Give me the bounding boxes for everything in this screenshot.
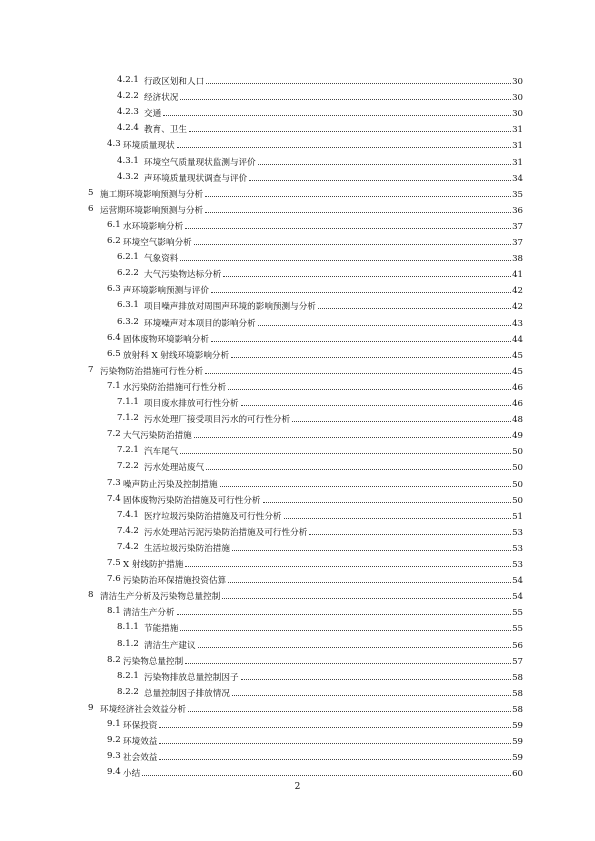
toc-entry-title: 环境空气质量现状监测与评价 bbox=[144, 157, 256, 168]
toc-entry-number: 9.2 bbox=[107, 735, 121, 746]
toc-entry-title: 小结 bbox=[123, 769, 141, 780]
toc-entry[interactable] bbox=[0, 346, 595, 362]
toc-entry-page: 43 bbox=[512, 318, 523, 329]
toc-entry[interactable] bbox=[0, 684, 595, 700]
toc-entry-number: 9.3 bbox=[107, 751, 121, 762]
toc-entry-title: 环境空气影响分析 bbox=[123, 238, 192, 248]
dot-leader bbox=[180, 619, 511, 631]
toc-entry[interactable] bbox=[0, 233, 595, 249]
dot-leader bbox=[185, 217, 511, 229]
toc-entry-number: 9.4 bbox=[107, 767, 121, 778]
toc-entry-number: 9 bbox=[88, 702, 94, 713]
dot-leader bbox=[142, 764, 511, 776]
toc-entry-title: 清洁生产分析 bbox=[123, 608, 175, 619]
toc-entry-page: 55 bbox=[512, 624, 523, 635]
toc-entry[interactable] bbox=[0, 297, 595, 313]
toc-entry[interactable] bbox=[0, 185, 595, 201]
toc-entry-page: 53 bbox=[512, 560, 523, 570]
toc-entry-title: 行政区划和人口 bbox=[144, 77, 205, 87]
toc-entry-page: 41 bbox=[512, 270, 523, 281]
toc-entry-page: 31 bbox=[512, 157, 523, 168]
toc-entry-number: 4.2.1 bbox=[117, 75, 139, 85]
toc-entry-title: 社会效益 bbox=[123, 753, 158, 764]
toc-entry-number: 6 bbox=[88, 203, 94, 214]
toc-entry-title: 污染物排放总量控制因子 bbox=[144, 672, 239, 683]
dot-leader bbox=[185, 652, 511, 664]
dot-leader bbox=[159, 748, 511, 760]
toc-entry[interactable] bbox=[0, 732, 595, 748]
toc-entry-page: 30 bbox=[512, 93, 523, 104]
toc-entry[interactable] bbox=[0, 265, 595, 281]
toc-entry-title: 噪声防止污染及控制措施 bbox=[123, 479, 218, 490]
toc-entry-page: 37 bbox=[512, 221, 523, 232]
dot-leader bbox=[258, 314, 511, 326]
toc-entry-page: 59 bbox=[512, 737, 523, 748]
toc-entry-number: 7.4.2 bbox=[117, 525, 139, 536]
dot-leader bbox=[185, 555, 511, 567]
toc-entry-title: 固体废物污染防治措施及可行性分析 bbox=[123, 495, 261, 506]
toc-entry-number: 7.5 bbox=[107, 558, 121, 568]
toc-entry-page: 35 bbox=[512, 189, 523, 200]
toc-entry-number: 6.3.2 bbox=[117, 316, 139, 327]
toc-entry-title: 汽车尾气 bbox=[144, 447, 179, 458]
dot-leader bbox=[205, 362, 511, 374]
toc-entry-number: 6.2.1 bbox=[117, 252, 139, 263]
dot-leader bbox=[194, 426, 511, 438]
dot-leader bbox=[189, 120, 511, 132]
toc-entry[interactable] bbox=[0, 72, 595, 88]
dot-leader bbox=[231, 346, 511, 358]
toc-entry-page: 42 bbox=[512, 302, 523, 313]
toc-entry-page: 36 bbox=[512, 205, 523, 216]
toc-entry-title: 污水处理站废气 bbox=[144, 463, 205, 474]
toc-entry[interactable] bbox=[0, 652, 595, 668]
toc-entry[interactable] bbox=[0, 603, 595, 619]
toc-entry-title: 教育、卫生 bbox=[144, 125, 187, 136]
toc-entry-title: 水污染防治措施可行性分析 bbox=[123, 382, 227, 393]
toc-entry[interactable] bbox=[0, 281, 595, 297]
toc-entry-number: 6.2.2 bbox=[117, 268, 139, 279]
dot-leader bbox=[211, 330, 511, 342]
toc-entry[interactable] bbox=[0, 201, 595, 217]
toc-entry-number: 7.6 bbox=[107, 574, 121, 585]
dot-leader bbox=[206, 458, 511, 470]
dot-leader bbox=[177, 136, 511, 148]
toc-entry-page: 57 bbox=[512, 656, 523, 667]
toc-entry-title: 声环境质量现状调查与评价 bbox=[144, 173, 248, 184]
dot-leader bbox=[284, 507, 512, 519]
toc-entry-title: 水环境影响分析 bbox=[123, 221, 184, 232]
toc-entry-page: 50 bbox=[512, 447, 523, 458]
toc-entry-title: 运营期环境影响预测与分析 bbox=[100, 205, 204, 216]
toc-entry-number: 8 bbox=[88, 590, 94, 601]
toc-entry[interactable] bbox=[0, 523, 595, 539]
toc-entry-page: 30 bbox=[512, 109, 523, 120]
toc-entry-number: 6.5 bbox=[107, 348, 121, 359]
toc-entry[interactable] bbox=[0, 668, 595, 684]
toc-entry[interactable] bbox=[0, 394, 595, 410]
toc-entry-page: 53 bbox=[512, 543, 523, 554]
toc-entry-number: 6.2 bbox=[107, 236, 121, 246]
toc-entry-number: 9.1 bbox=[107, 719, 121, 729]
toc-entry-number: 7.4.1 bbox=[117, 509, 139, 520]
dot-leader bbox=[232, 539, 511, 551]
toc-entry[interactable] bbox=[0, 507, 595, 523]
toc-entry[interactable] bbox=[0, 88, 595, 104]
toc-entry-title: 污染防治环保措施投资估算 bbox=[123, 576, 227, 587]
toc-entry-page: 46 bbox=[512, 399, 523, 409]
dot-leader bbox=[232, 684, 511, 696]
toc-entry[interactable] bbox=[0, 120, 595, 136]
dot-leader bbox=[228, 378, 511, 390]
toc-entry-title: 环境噪声对本项目的影响分析 bbox=[144, 318, 256, 329]
toc-entry[interactable] bbox=[0, 700, 595, 716]
toc-entry[interactable] bbox=[0, 410, 595, 426]
toc-entry-title: 环境效益 bbox=[123, 737, 158, 748]
toc-entry[interactable] bbox=[0, 169, 595, 185]
toc-entry-page: 50 bbox=[512, 463, 523, 474]
toc-entry-title: 环境经济社会效益分析 bbox=[100, 704, 186, 715]
toc-entry-number: 8.2.2 bbox=[117, 686, 139, 697]
toc-entry[interactable] bbox=[0, 217, 595, 233]
toc-entry-number: 7.2 bbox=[107, 429, 121, 440]
toc-entry-page: 38 bbox=[512, 254, 523, 265]
dot-leader bbox=[180, 442, 511, 454]
toc-entry-page: 58 bbox=[512, 672, 523, 683]
toc-entry-title: 污水处理厂接受项目污水的可行性分析 bbox=[144, 415, 291, 426]
toc-entry-page: 53 bbox=[512, 527, 523, 538]
toc-entry-number: 7.2.1 bbox=[117, 445, 139, 456]
toc-entry-number: 7.1.1 bbox=[117, 397, 139, 407]
toc-entry-title: 污染物总量控制 bbox=[123, 656, 184, 667]
toc-entry-number: 8.1.1 bbox=[117, 622, 139, 633]
toc-entry-page: 50 bbox=[512, 479, 523, 490]
toc-entry-page: 56 bbox=[512, 640, 523, 651]
dot-leader bbox=[159, 732, 511, 744]
dot-leader bbox=[222, 587, 511, 599]
toc-entry-page: 58 bbox=[512, 688, 523, 699]
dot-leader bbox=[263, 491, 512, 503]
toc-entry-page: 44 bbox=[512, 334, 523, 345]
toc-entry[interactable] bbox=[0, 491, 595, 507]
dot-leader bbox=[309, 523, 511, 535]
toc-entry[interactable] bbox=[0, 153, 595, 169]
toc-entry-title: 放射科 X 射线环境影响分析 bbox=[123, 350, 230, 361]
toc-entry[interactable] bbox=[0, 764, 595, 780]
dot-leader bbox=[241, 394, 512, 406]
toc-entry[interactable] bbox=[0, 587, 595, 603]
dot-leader bbox=[228, 571, 511, 583]
toc-entry[interactable] bbox=[0, 136, 595, 152]
toc-entry-title: 生活垃圾污染防治措施 bbox=[144, 543, 230, 554]
toc-entry[interactable] bbox=[0, 619, 595, 635]
toc-entry-page: 45 bbox=[512, 366, 523, 377]
toc-entry-page: 49 bbox=[512, 431, 523, 442]
toc-entry[interactable] bbox=[0, 716, 595, 732]
page-number: 2 bbox=[294, 782, 301, 792]
toc-entry-title: 环保投资 bbox=[123, 721, 158, 731]
toc-entry-page: 59 bbox=[512, 721, 523, 731]
toc-entry-number: 4.2.3 bbox=[117, 107, 139, 118]
toc-entry-page: 54 bbox=[512, 576, 523, 587]
toc-entry-number: 6.3.1 bbox=[117, 300, 139, 311]
toc-entry[interactable] bbox=[0, 249, 595, 265]
dot-leader bbox=[211, 281, 511, 293]
dot-leader bbox=[205, 185, 511, 197]
toc-entry[interactable] bbox=[0, 330, 595, 346]
toc-entry-title: 污染物防治措施可行性分析 bbox=[100, 366, 204, 377]
toc-entry-number: 7.4.2 bbox=[117, 541, 139, 552]
toc-entry-number: 4.2.2 bbox=[117, 91, 139, 102]
toc-entry-page: 45 bbox=[512, 350, 523, 361]
toc-entry-number: 4.3.2 bbox=[117, 171, 139, 182]
dot-leader bbox=[249, 169, 511, 181]
toc-entry-number: 7.4 bbox=[107, 493, 121, 504]
toc-entry-number: 8.2.1 bbox=[117, 670, 139, 681]
dot-leader bbox=[163, 104, 511, 116]
toc-entry-page: 37 bbox=[512, 238, 523, 248]
toc-entry[interactable] bbox=[0, 539, 595, 555]
toc-entry-number: 8.1 bbox=[107, 606, 121, 617]
toc-entry[interactable] bbox=[0, 555, 595, 571]
toc-entry[interactable] bbox=[0, 636, 595, 652]
toc-entry-page: 31 bbox=[512, 125, 523, 136]
toc-entry[interactable] bbox=[0, 475, 595, 491]
toc-entry-title: X 射线防护措施 bbox=[123, 560, 184, 570]
toc-entry-number: 4.3.1 bbox=[117, 155, 139, 166]
toc-entry-title: 固体废物环境影响分析 bbox=[123, 334, 209, 345]
toc-entry-page: 58 bbox=[512, 704, 523, 715]
dot-leader bbox=[223, 265, 511, 277]
dot-leader bbox=[205, 201, 511, 213]
dot-leader bbox=[159, 716, 511, 728]
toc-entry-number: 7.1.2 bbox=[117, 413, 139, 424]
toc-entry-page: 42 bbox=[512, 286, 523, 297]
toc-entry-title: 经济状况 bbox=[144, 93, 179, 104]
toc-entry-page: 30 bbox=[512, 77, 523, 87]
dot-leader bbox=[180, 249, 511, 261]
dot-leader bbox=[194, 233, 511, 245]
toc-entry-number: 8.2 bbox=[107, 654, 121, 665]
toc-entry-number: 6.1 bbox=[107, 219, 121, 230]
dot-leader bbox=[188, 700, 511, 712]
dot-leader bbox=[220, 475, 512, 487]
toc-entry-page: 50 bbox=[512, 495, 523, 506]
toc-entry-title: 清洁生产分析及污染物总量控制 bbox=[100, 592, 221, 603]
dot-leader bbox=[241, 668, 512, 680]
toc-entry[interactable] bbox=[0, 571, 595, 587]
toc-entry-number: 6.3 bbox=[107, 284, 121, 295]
toc-entry-number: 5 bbox=[88, 187, 94, 198]
toc-entry-title: 交通 bbox=[144, 109, 162, 120]
dot-leader bbox=[318, 297, 511, 309]
toc-entry[interactable] bbox=[0, 748, 595, 764]
dot-leader bbox=[206, 72, 511, 84]
toc-entry-title: 大气污染物达标分析 bbox=[144, 270, 222, 281]
toc-entry-page: 34 bbox=[512, 173, 523, 184]
toc-entry[interactable] bbox=[0, 314, 595, 330]
toc-entry-page: 59 bbox=[512, 753, 523, 764]
toc-entry[interactable] bbox=[0, 458, 595, 474]
toc-entry[interactable] bbox=[0, 378, 595, 394]
toc-entry-title: 污水处理站污泥污染防治措施及可行性分析 bbox=[144, 527, 308, 538]
toc-entry-title: 气象资料 bbox=[144, 254, 179, 265]
toc-entry-title: 环境质量现状 bbox=[123, 141, 175, 152]
dot-leader bbox=[180, 88, 511, 100]
dot-leader bbox=[198, 636, 511, 648]
toc-entry-title: 声环境影响预测与评价 bbox=[123, 286, 209, 297]
toc-entry-number: 7.2.2 bbox=[117, 461, 139, 472]
toc-entry[interactable] bbox=[0, 442, 595, 458]
toc-entry-page: 60 bbox=[512, 769, 523, 780]
toc-entry-title: 大气污染防治措施 bbox=[123, 431, 192, 442]
dot-leader bbox=[258, 153, 511, 165]
toc-entry-title: 节能措施 bbox=[144, 624, 179, 635]
toc-entry-number: 4.2.4 bbox=[117, 123, 139, 134]
toc-entry[interactable] bbox=[0, 426, 595, 442]
toc-entry-page: 31 bbox=[512, 141, 523, 152]
toc-entry-page: 46 bbox=[512, 382, 523, 393]
toc-entry-number: 7.3 bbox=[107, 477, 121, 488]
toc-entry-page: 51 bbox=[512, 511, 523, 522]
toc-entry-title: 施工期环境影响预测与分析 bbox=[100, 189, 204, 200]
toc-entry-number: 8.1.2 bbox=[117, 638, 139, 649]
toc-entry-title: 总量控制因子排放情况 bbox=[144, 688, 230, 699]
toc-entry-number: 6.4 bbox=[107, 332, 121, 343]
toc-entry-title: 医疗垃圾污染防治措施及可行性分析 bbox=[144, 511, 282, 522]
toc-entry-title: 清洁生产建议 bbox=[144, 640, 196, 651]
toc-entry-number: 4.3 bbox=[107, 139, 121, 150]
toc-entry-page: 55 bbox=[512, 608, 523, 619]
toc-entry-title: 项目废水排放可行性分析 bbox=[144, 399, 239, 409]
toc-entry[interactable] bbox=[0, 362, 595, 378]
dot-leader bbox=[292, 410, 511, 422]
toc-entry-title: 项目噪声排放对周围声环境的影响预测与分析 bbox=[144, 302, 316, 313]
toc-entry-number: 7.1 bbox=[107, 380, 121, 391]
toc-entry-page: 48 bbox=[512, 415, 523, 426]
toc-entry-page: 54 bbox=[512, 592, 523, 603]
toc-entry-number: 7 bbox=[88, 364, 94, 375]
dot-leader bbox=[177, 603, 511, 615]
toc-entry[interactable] bbox=[0, 104, 595, 120]
